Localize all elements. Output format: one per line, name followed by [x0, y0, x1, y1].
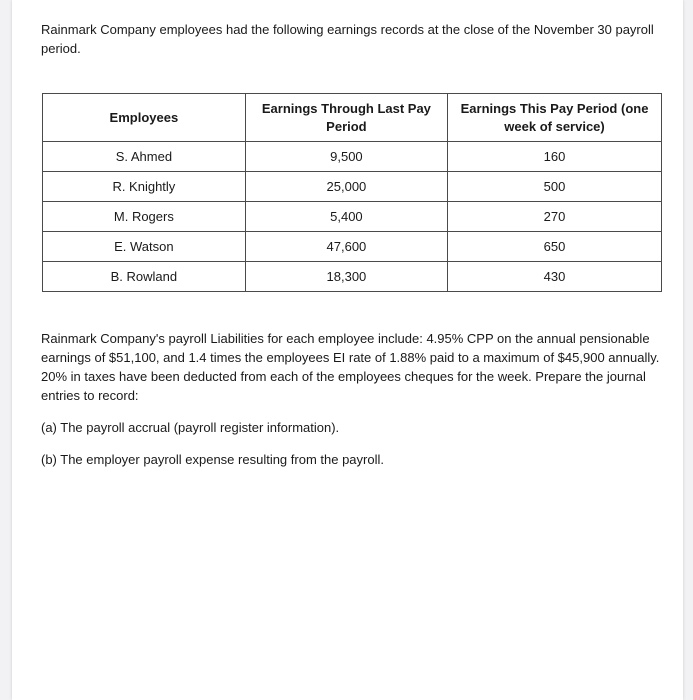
document-page	[12, 0, 683, 700]
table-row	[43, 262, 662, 292]
question-part-a: (a) The payroll accrual (payroll register information).	[41, 420, 340, 435]
earnings-table	[42, 93, 662, 292]
header-earnings-this-pay: Earnings This Pay Period (one week of service)	[448, 94, 662, 142]
earnings-last-pay: 5,400	[245, 202, 447, 232]
earnings-last-pay: 9,500	[245, 142, 447, 172]
header-earnings-last-pay: Earnings Through Last Pay Period	[245, 94, 447, 142]
earnings-this-pay: 430	[448, 262, 662, 292]
earnings-this-pay: 270	[448, 202, 662, 232]
table-row	[43, 142, 662, 172]
earnings-last-pay: 18,300	[245, 262, 447, 292]
intro-text: Rainmark Company employees had the following earnings records at the close of the November 30 payroll period.	[41, 22, 654, 56]
employee-name: M. Rogers	[43, 202, 246, 232]
earnings-this-pay: 500	[448, 172, 662, 202]
question-body	[41, 329, 671, 469]
employee-name: E. Watson	[43, 232, 246, 262]
earnings-this-pay: 160	[448, 142, 662, 172]
table-row	[43, 172, 662, 202]
employee-name: R. Knightly	[43, 172, 246, 202]
employee-name: B. Rowland	[43, 262, 246, 292]
earnings-this-pay: 650	[448, 232, 662, 262]
employee-name: S. Ahmed	[43, 142, 246, 172]
question-part-b: (b) The employer payroll expense resulting from the payroll.	[41, 452, 384, 467]
earnings-last-pay: 47,600	[245, 232, 447, 262]
table-row	[43, 232, 662, 262]
earnings-last-pay: 25,000	[245, 172, 447, 202]
table-row	[43, 202, 662, 232]
liabilities-paragraph: Rainmark Company's payroll Liabilities for each employee include: 4.95% CPP on the annual pensionable earnings of $51,100, and 1.4 times the employees EI rate of 1.88% paid to a maximum of $45,900 annually. 20% in taxes have been deducted from each of the employees cheques for the week. Prepare the journal entries to record:	[41, 331, 660, 403]
table-header-row	[43, 94, 662, 142]
header-employees: Employees	[43, 94, 246, 142]
